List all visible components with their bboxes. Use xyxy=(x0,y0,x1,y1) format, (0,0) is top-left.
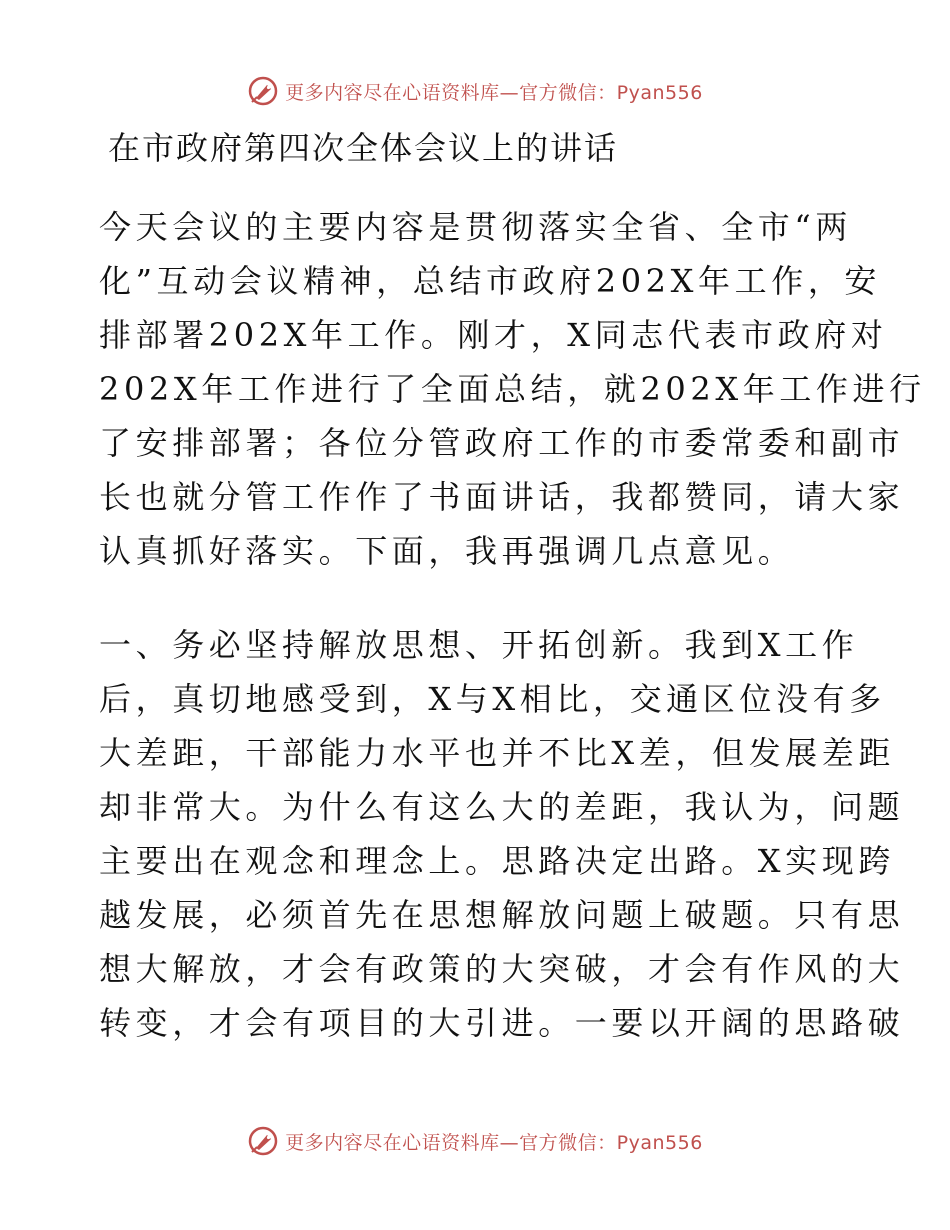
text-line: 后，真切地感受到，X与X相比，交通区位没有多 xyxy=(99,680,886,718)
text-line: 今天会议的主要内容是贯彻落实全省、全市“两 xyxy=(99,208,852,246)
text-line: 主要出在观念和理念上。思路决定出路。X实现跨 xyxy=(99,842,895,880)
paragraph-section-one xyxy=(99,618,905,1050)
text-line: 想大解放，才会有政策的大突破，才会有作风的大 xyxy=(99,950,905,988)
footer-banner xyxy=(0,1121,950,1161)
text-line: 化”互动会议精神，总结市政府202X年工作，安 xyxy=(99,262,882,300)
text-line: 了安排部署；各位分管政府工作的市委常委和副市 xyxy=(99,424,905,462)
text-line: 认真抓好落实。下面，我再强调几点意见。 xyxy=(99,532,795,570)
header-banner-text: 更多内容尽在心语资料库—官方微信：Pyan556 xyxy=(285,81,703,104)
text-line: 202X年工作进行了全面总结，就202X年工作进行 xyxy=(99,370,926,408)
footer-banner-text: 更多内容尽在心语资料库—官方微信：Pyan556 xyxy=(285,1131,703,1154)
paragraph-intro xyxy=(99,200,926,578)
document-title: 在市政府第四次全体会议上的讲话 xyxy=(108,129,619,167)
header-banner xyxy=(0,71,950,111)
text-line: 排部署202X年工作。刚才，X同志代表市政府对 xyxy=(99,316,888,354)
pen-nib-circle-logo-icon xyxy=(247,1125,279,1157)
pen-nib-circle-logo-icon xyxy=(247,75,279,107)
text-line: 转变，才会有项目的大引进。一要以开阔的思路破 xyxy=(99,1004,905,1042)
text-line: 越发展，必须首先在思想解放问题上破题。只有思 xyxy=(99,896,905,934)
text-line: 却非常大。为什么有这么大的差距，我认为，问题 xyxy=(99,788,905,826)
text-line: 大差距，干部能力水平也并不比X差，但发展差距 xyxy=(99,734,895,772)
text-line: 长也就分管工作作了书面讲话，我都赞同，请大家 xyxy=(99,478,905,516)
text-line: 一、务必坚持解放思想、开拓创新。我到X工作 xyxy=(99,626,859,664)
